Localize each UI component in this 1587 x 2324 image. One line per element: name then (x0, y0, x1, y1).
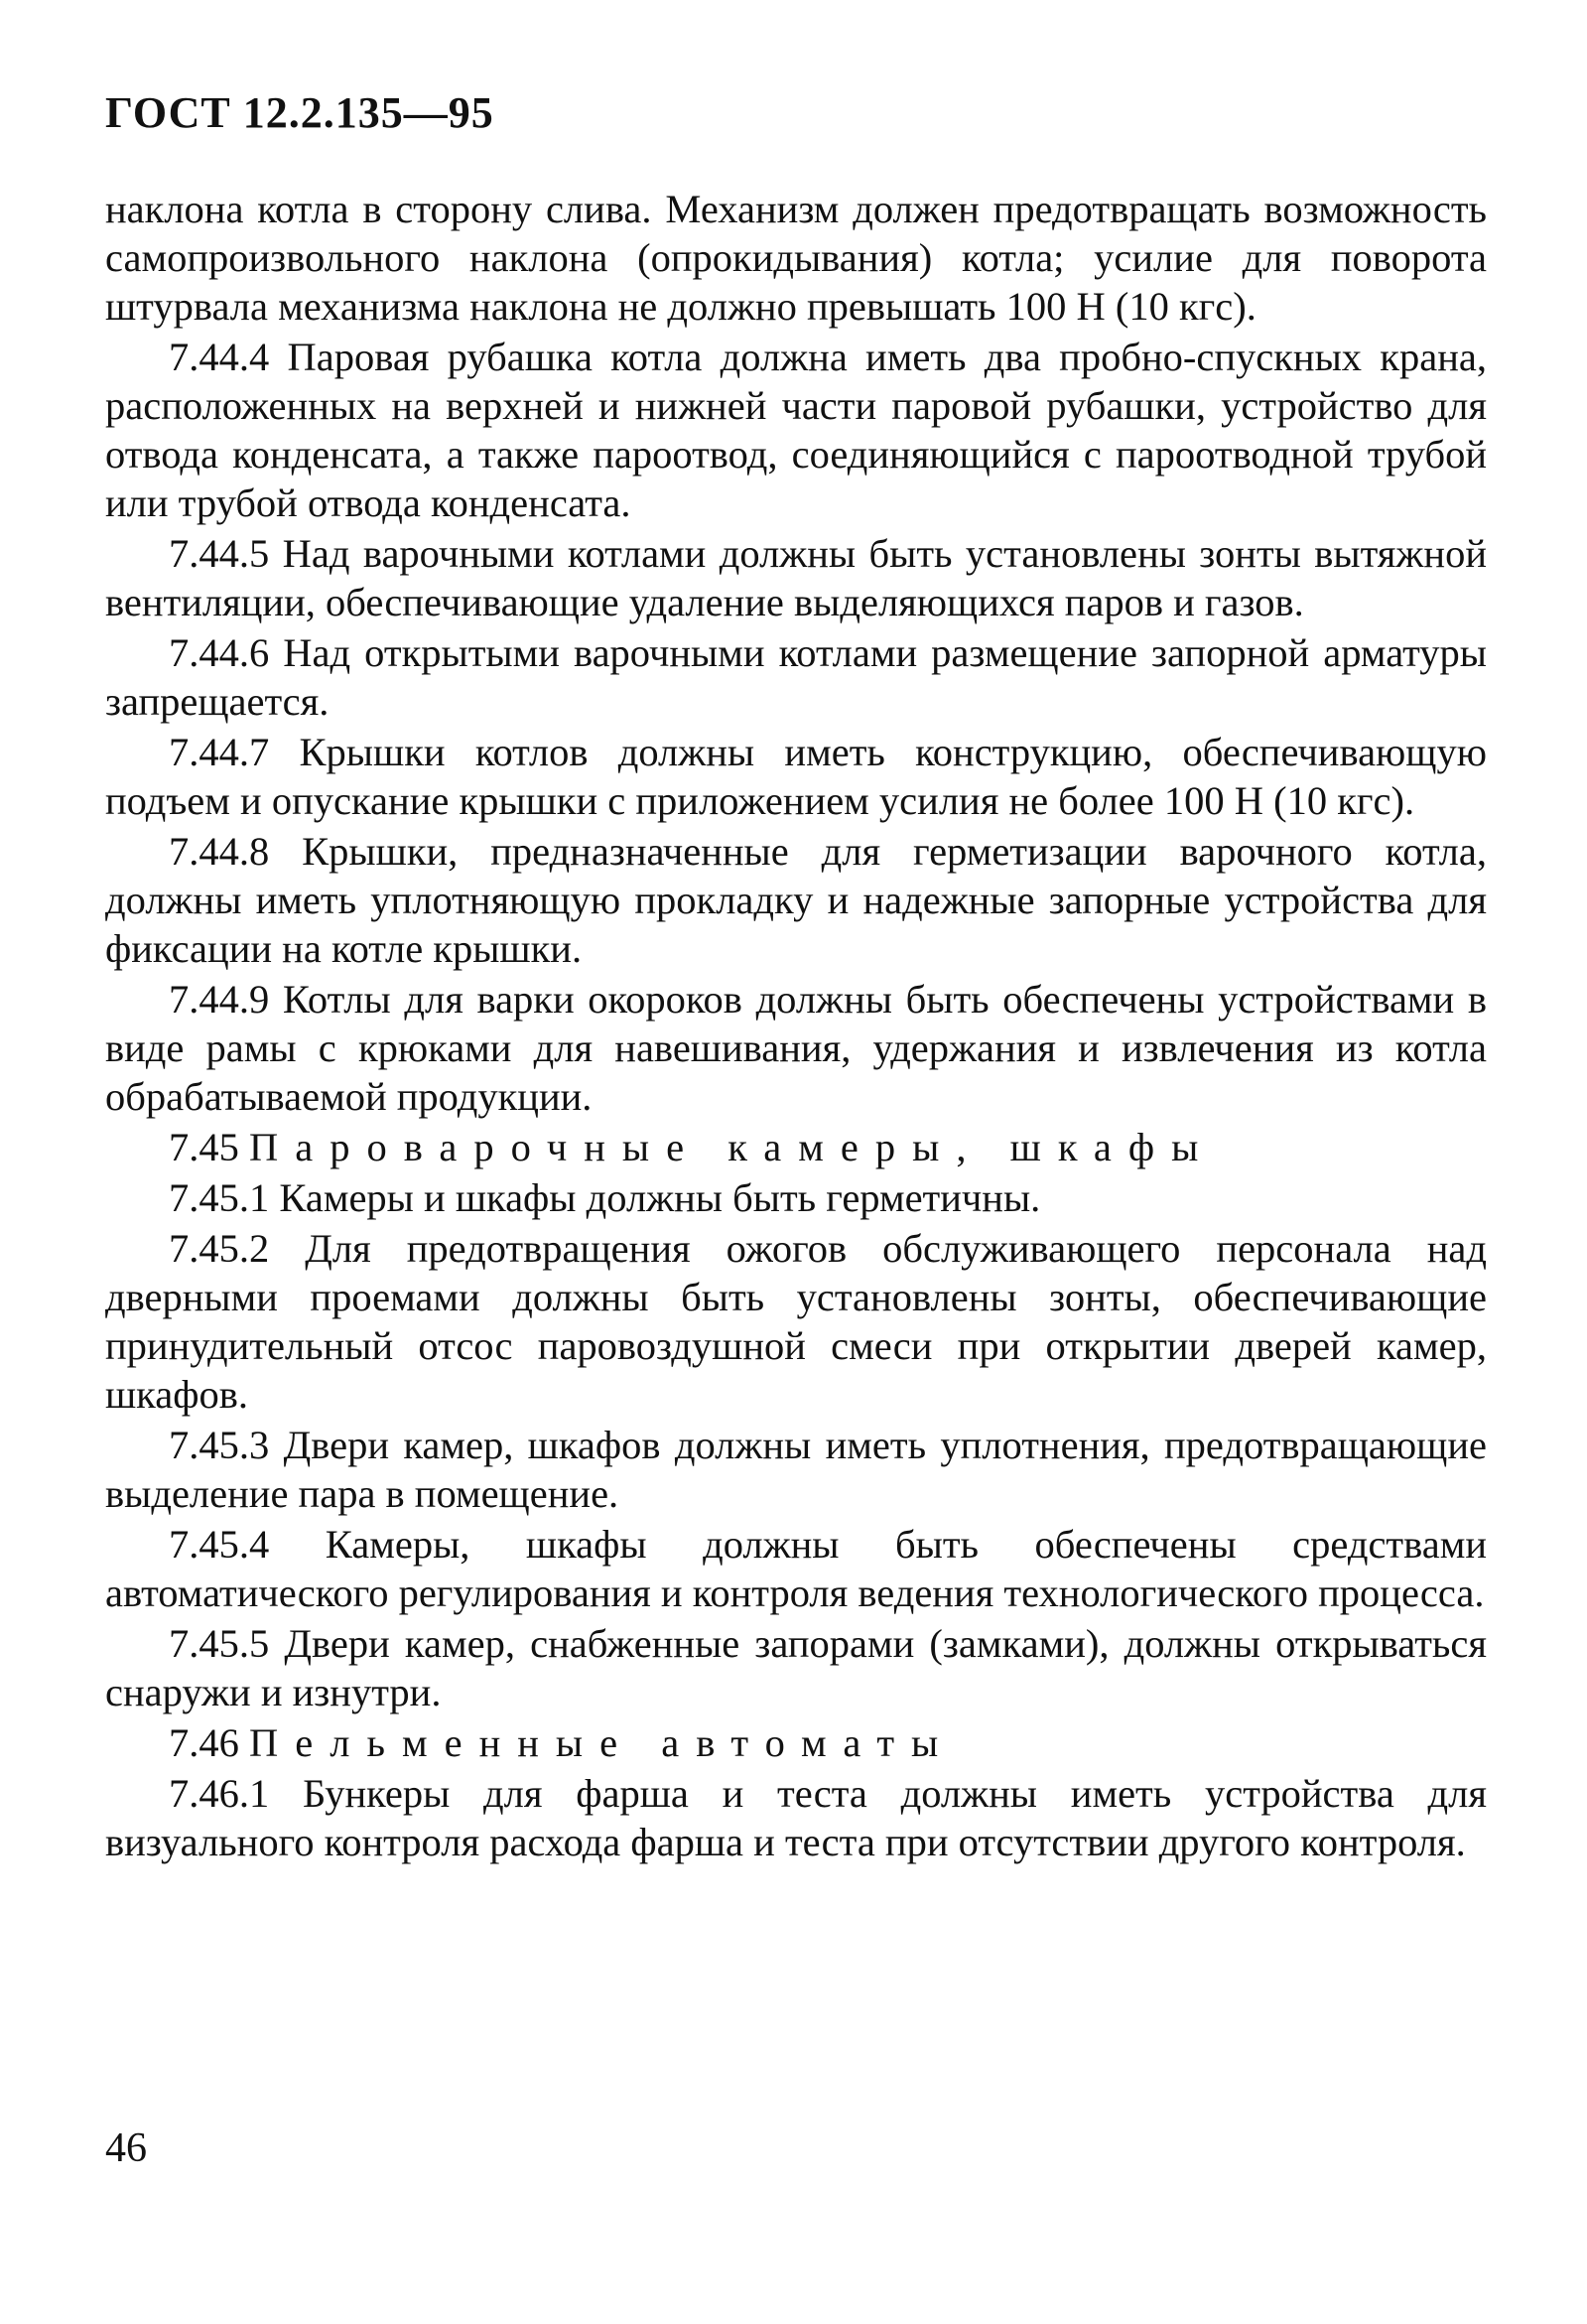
section-number: 7.46 (169, 1720, 239, 1765)
paragraph-7-44-7: 7.44.7 Крышки котлов должны иметь конструкцию, обеспечивающую подъем и опускание крышки с приложением усилия не более 100 Н (10 кгс). (105, 730, 1487, 823)
paragraph-7-45-4: 7.45.4 Камеры, шкафы должны быть обеспечены средствами автоматического регулирования и контроля ведения технологического процесса. (105, 1522, 1487, 1615)
paragraph-7-44-4: 7.44.4 Паровая рубашка котла должна иметь два пробно-спускных крана, расположенных на верхней и нижней части паровой рубашки, устройство для отвода конденсата, а также пароотвод, соединяющийся с пароотводной трубой или трубой отвода конденсата. (105, 335, 1487, 525)
paragraph-7-44-6: 7.44.6 Над открытыми варочными котлами размещение запорной арматуры запрещается. (105, 630, 1487, 724)
paragraph-7-45-3: 7.45.3 Двери камер, шкафов должны иметь уплотнения, предотвращающие выделение пара в помещение. (105, 1423, 1487, 1516)
paragraph-7-45-2: 7.45.2 Для предотвращения ожогов обслуживающего персонала над дверными проемами должны быть установлены зонты, обеспечивающие принудительный отсос паровоздушной смеси при открытии дверей камер, шкафов. (105, 1226, 1487, 1417)
page-number: 46 (105, 2125, 147, 2171)
paragraph-7-45-5: 7.45.5 Двери камер, снабженные запорами (замками), должны открываться снаружи и изнутри. (105, 1621, 1487, 1714)
section-heading: Пельменные автоматы (249, 1720, 956, 1765)
paragraph-7-46-1: 7.46.1 Бункеры для фарша и теста должны иметь устройства для визуального контроля расхода фарша и теста при отсутствии другого контроля. (105, 1771, 1487, 1864)
section-heading: Пароварочные камеры, шкафы (249, 1125, 1216, 1169)
paragraph-continuation: наклона котла в сторону слива. Механизм должен предотвращать возможность самопроизвольного наклона (опрокидывания) котла; усилие для поворота штурвала механизма наклона не должно превышать 100 Н (10 кгс). (105, 187, 1487, 329)
paragraph-7-44-9: 7.44.9 Котлы для варки окороков должны быть обеспечены устройствами в виде рамы с крюками для навешивания, удержания и извлечения из котла обрабатываемой продукции. (105, 977, 1487, 1119)
section-title-7-46 (105, 1718, 1487, 1767)
page-header: ГОСТ 12.2.135—95 (105, 88, 494, 137)
paragraph-7-44-8: 7.44.8 Крышки, предназначенные для герметизации варочного котла, должны иметь уплотняющую прокладку и надежные запорные устройства для фиксации на котле крышки. (105, 829, 1487, 971)
paragraph-7-44-5: 7.44.5 Над варочными котлами должны быть установлены зонты вытяжной вентиляции, обеспечивающие удаление выделяющихся паров и газов. (105, 531, 1487, 624)
section-title-7-45 (105, 1123, 1487, 1171)
paragraph-7-45-1: 7.45.1 Камеры и шкафы должны быть герметичны. (169, 1175, 1041, 1220)
body-text (105, 185, 1487, 1868)
section-number: 7.45 (169, 1125, 239, 1169)
